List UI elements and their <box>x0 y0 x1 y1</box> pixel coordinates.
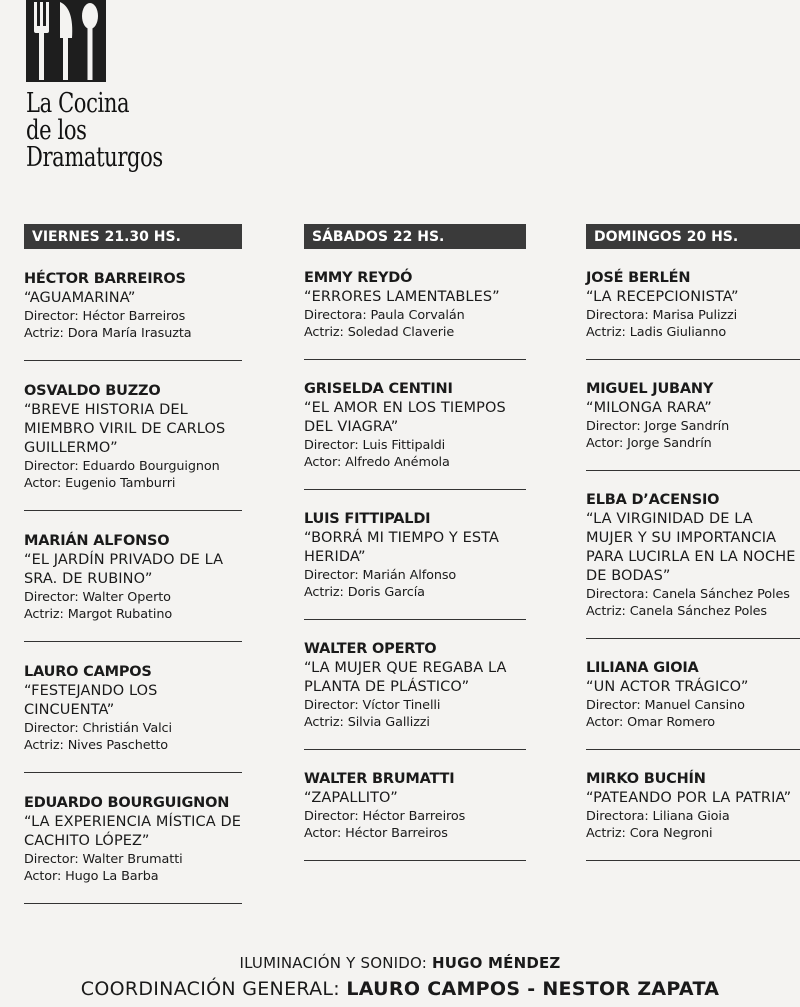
author-name: MIRKO BUCHÍN <box>586 771 706 787</box>
credit-line: Director: Luis Fittipaldi <box>304 438 446 453</box>
credit-line: Actriz: Doris García <box>304 585 425 600</box>
divider <box>304 489 526 490</box>
credit-line: Director: Walter Brumatti <box>24 852 183 867</box>
play-title: “ZAPALLITO” <box>304 790 398 806</box>
play-entry <box>24 532 242 642</box>
coordination-names: LAURO CAMPOS - NESTOR ZAPATA <box>346 978 720 1000</box>
play-title: “LA MUJER QUE REGABA LA PLANTA DE PLÁSTICO” <box>304 660 507 695</box>
lighting-label: ILUMINACIÓN Y SONIDO: <box>239 954 432 972</box>
credit-line: Directora: Marisa Pulizzi <box>586 308 738 323</box>
credit-line: Actriz: Soledad Claverie <box>304 325 455 340</box>
credit-line: Director: Manuel Cansino <box>586 698 745 713</box>
credit-line: Director: Christián Valci <box>24 721 172 736</box>
play-title: “BREVE HISTORIA DEL MIEMBRO VIRIL DE CARLOS GUILLERMO” <box>24 402 226 456</box>
author-name: EDUARDO BOURGUIGNON <box>24 795 230 811</box>
fork-knife-spoon-icon <box>26 0 106 82</box>
day-column <box>24 224 242 904</box>
author-name: JOSÉ BERLÉN <box>586 270 691 286</box>
credit-line: Actriz: Margot Rubatino <box>24 607 173 622</box>
play-entry <box>304 640 526 750</box>
divider <box>586 638 800 639</box>
play-entry <box>24 270 242 361</box>
divider <box>24 641 242 642</box>
divider <box>304 619 526 620</box>
day-header: DOMINGOS 20 HS. <box>586 224 800 249</box>
play-title: “LA RECEPCIONISTA” <box>586 289 739 305</box>
divider <box>586 470 800 471</box>
logo <box>26 0 163 173</box>
play-entry <box>304 269 526 360</box>
author-name: LUIS FITTIPALDI <box>304 511 431 527</box>
divider <box>24 510 242 511</box>
credit-line: Actor: Hugo La Barba <box>24 869 159 884</box>
author-name: MIGUEL JUBANY <box>586 381 714 397</box>
logo-line: Dramaturgos <box>26 142 163 173</box>
play-entry <box>304 770 526 861</box>
author-name: HÉCTOR BARREIROS <box>24 271 186 287</box>
credit-line: Director: Walter Operto <box>24 590 171 605</box>
day-header: VIERNES 21.30 HS. <box>24 224 242 249</box>
credit-line: Director: Eduardo Bourguignon <box>24 459 220 474</box>
author-name: MARIÁN ALFONSO <box>24 533 170 549</box>
author-name: EMMY REYDÓ <box>304 270 413 286</box>
credit-line: Director: Víctor Tinelli <box>304 698 441 713</box>
credit-line: Director: Héctor Barreiros <box>304 809 466 824</box>
divider <box>586 860 800 861</box>
credit-line: Actriz: Nives Paschetto <box>24 738 169 753</box>
divider <box>586 749 800 750</box>
play-title: “LA VIRGINIDAD DE LA MUJER Y SU IMPORTANCIA PARA LUCIRLA EN LA NOCHE DE BODAS” <box>586 511 796 584</box>
author-name: ELBA D’ACENSIO <box>586 492 720 508</box>
play-title: “PATEANDO POR LA PATRIA” <box>586 790 792 806</box>
credit-line: Actor: Héctor Barreiros <box>304 826 448 841</box>
credit-line: Directora: Canela Sánchez Poles <box>586 587 790 602</box>
divider <box>24 772 242 773</box>
play-title: “MILONGA RARA” <box>586 400 712 416</box>
author-name: OSVALDO BUZZO <box>24 383 161 399</box>
credit-line: Director: Héctor Barreiros <box>24 309 186 324</box>
author-name: WALTER BRUMATTI <box>304 771 455 787</box>
credit-line: Directora: Paula Corvalán <box>304 308 465 323</box>
credit-line: Actriz: Ladis Giulianno <box>586 325 727 340</box>
play-entry <box>304 380 526 490</box>
play-title: “ERRORES LAMENTABLES” <box>304 289 500 305</box>
logo-line: de los <box>26 115 87 146</box>
credit-line: Actriz: Canela Sánchez Poles <box>586 604 767 619</box>
play-title: “FESTEJANDO LOS CINCUENTA” <box>24 683 158 718</box>
day-column <box>586 224 800 861</box>
logo-line: La Cocina <box>26 88 130 119</box>
coordination-label: COORDINACIÓN GENERAL: <box>80 978 347 1000</box>
coordination-credit <box>0 978 800 1000</box>
credit-line: Actriz: Silvia Gallizzi <box>304 715 430 730</box>
credit-line: Actor: Jorge Sandrín <box>586 436 712 451</box>
play-entry <box>24 382 242 511</box>
credit-line: Directora: Liliana Gioia <box>586 809 730 824</box>
divider <box>24 360 242 361</box>
day-header: SÁBADOS 22 HS. <box>304 224 526 249</box>
play-entry <box>586 380 800 471</box>
divider <box>304 359 526 360</box>
play-title: “EL JARDÍN PRIVADO DE LA SRA. DE RUBINO” <box>24 552 224 587</box>
author-name: GRISELDA CENTINI <box>304 381 453 397</box>
credit-line: Actor: Alfredo Anémola <box>304 455 450 470</box>
play-entry <box>586 269 800 360</box>
credit-line: Director: Marián Alfonso <box>304 568 457 583</box>
divider <box>304 749 526 750</box>
credit-line: Actriz: Cora Negroni <box>586 826 713 841</box>
author-name: WALTER OPERTO <box>304 641 437 657</box>
author-name: LILIANA GIOIA <box>586 660 699 676</box>
divider <box>24 903 242 904</box>
play-title: “BORRÁ MI TIEMPO Y ESTA HERIDA” <box>304 530 500 565</box>
play-title: “UN ACTOR TRÁGICO” <box>586 679 749 695</box>
play-entry <box>586 659 800 750</box>
divider <box>304 860 526 861</box>
play-entry <box>304 510 526 620</box>
play-entry <box>24 794 242 904</box>
play-entry <box>586 770 800 861</box>
credit-line: Actor: Omar Romero <box>586 715 716 730</box>
play-title: “EL AMOR EN LOS TIEMPOS DEL VIAGRA” <box>304 400 506 435</box>
credit-line: Director: Jorge Sandrín <box>586 419 730 434</box>
lighting-name: HUGO MÉNDEZ <box>431 954 561 972</box>
credit-line: Actriz: Dora María Irasuzta <box>24 326 192 341</box>
credit-line: Actor: Eugenio Tamburri <box>24 476 176 491</box>
day-column <box>304 224 526 861</box>
author-name: LAURO CAMPOS <box>24 664 152 680</box>
play-entry <box>586 491 800 639</box>
play-title: “LA EXPERIENCIA MÍSTICA DE CACHITO LÓPEZ” <box>24 814 241 849</box>
lighting-credit <box>0 954 800 972</box>
divider <box>586 359 800 360</box>
play-title: “AGUAMARINA” <box>24 290 136 306</box>
play-entry <box>24 663 242 773</box>
logo-title <box>26 88 163 173</box>
